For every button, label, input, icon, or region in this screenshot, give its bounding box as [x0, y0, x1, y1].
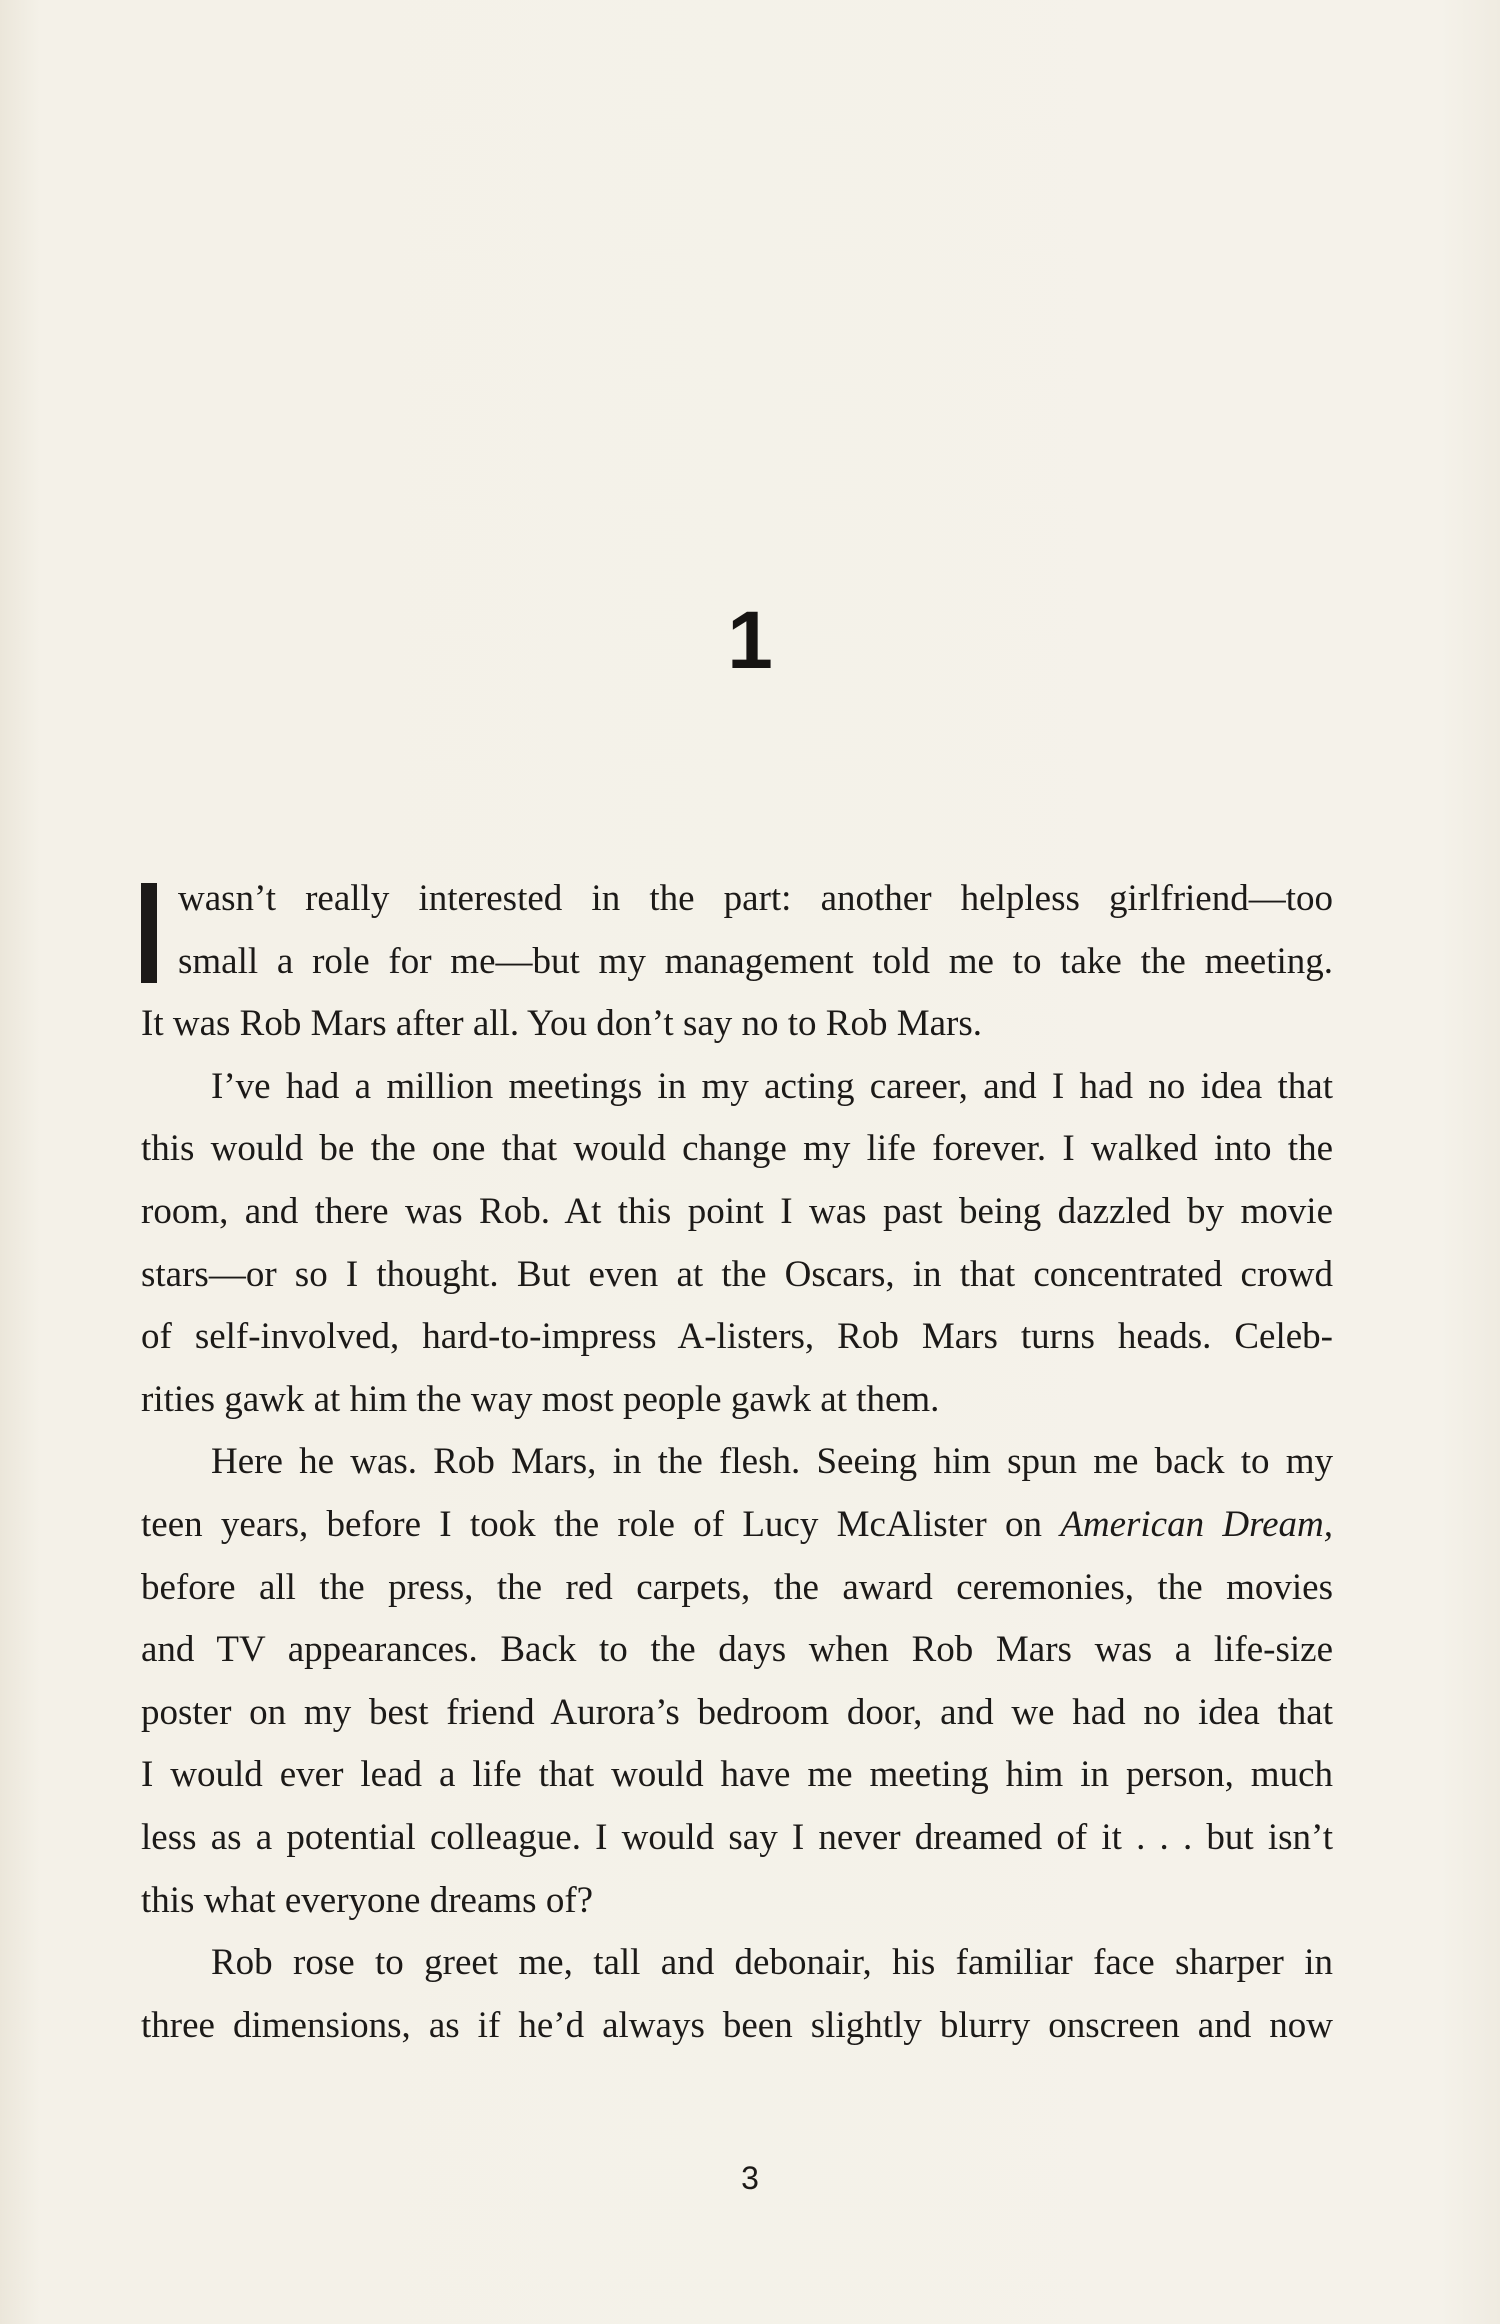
text-line: and TV appearances. Back to the days when Rob Mars was a life-size [141, 1629, 1333, 1671]
paragraph-4 [141, 1932, 1333, 2057]
text-line: this what everyone dreams of? [141, 1879, 594, 1921]
drop-cap [141, 883, 157, 983]
text-line: It was Rob Mars after all. You don’t say no to Rob Mars. [141, 1003, 983, 1045]
text-line: stars—or so I thought. But even at the Oscars, in that concentrated crowd [141, 1253, 1333, 1295]
text-line: less as a potential colleague. I would say I never dreamed of it . . . but isn’t [141, 1816, 1333, 1858]
chapter-body [141, 868, 1333, 2057]
paragraph-1 [141, 868, 1333, 1056]
text-line: wasn’t really interested in the part: another helpless girlfriend—too [178, 878, 1333, 919]
paragraph-2 [141, 1056, 1333, 1432]
text-line: of self-involved, hard-to-impress A-listers, Rob Mars turns heads. Celeb- [141, 1316, 1333, 1358]
text-line-start: teen years, before I took the role of Lucy McAlister on [141, 1503, 1042, 1545]
text-line: Here he was. Rob Mars, in the flesh. Seeing him spun me back to my [211, 1441, 1333, 1483]
text-line: before all the press, the red carpets, the award ceremonies, the movies [141, 1566, 1333, 1608]
text-line: I would ever lead a life that would have me meeting him in person, much [141, 1754, 1333, 1796]
text-line: room, and there was Rob. At this point I was past being dazzled by movie [141, 1190, 1333, 1232]
text-line: poster on my best friend Aurora’s bedroom door, and we had no idea that [141, 1691, 1333, 1733]
text-line: I’ve had a million meetings in my acting career, and I had no idea that [211, 1065, 1333, 1107]
text-line: three dimensions, as if he’d always been slightly blurry onscreen and now [141, 2004, 1333, 2046]
text-line: small a role for me—but my management told me to take the meeting. [178, 940, 1333, 982]
paragraph-3 [141, 1431, 1333, 1932]
text-line [141, 1494, 1333, 1557]
text-line: Rob rose to greet me, tall and debonair, his familiar face sharper in [211, 1942, 1333, 1984]
text-line: this would be the one that would change my life forever. I walked into the [141, 1128, 1333, 1170]
chapter-number: 1 [727, 595, 773, 686]
show-title: American Dream, [1060, 1503, 1334, 1545]
text-line: rities gawk at him the way most people gawk at them. [141, 1378, 940, 1420]
page-number: 3 [741, 2160, 759, 2196]
